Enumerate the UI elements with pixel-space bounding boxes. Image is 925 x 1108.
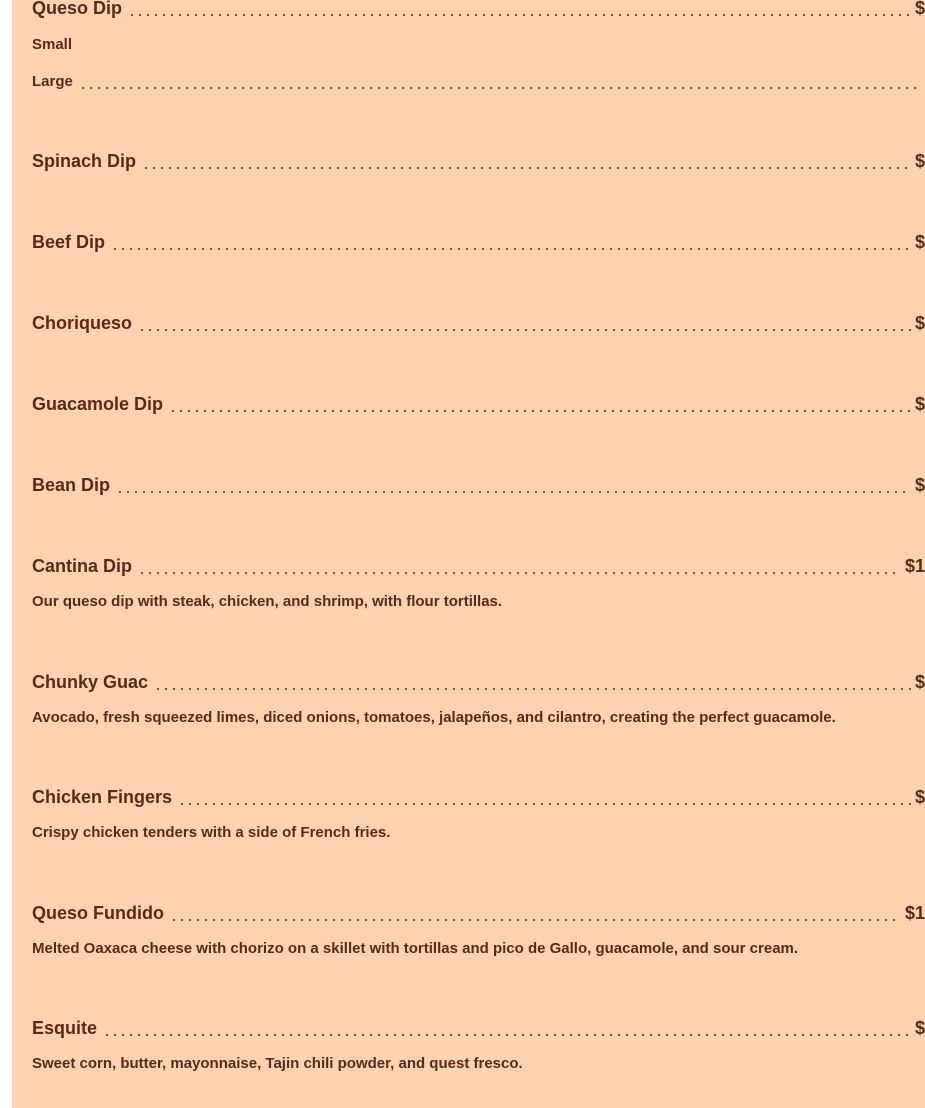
dot-leader <box>170 919 901 921</box>
item-price: $ <box>914 394 925 414</box>
dot-leader <box>79 87 921 89</box>
dot-leader <box>103 1034 911 1036</box>
item-price: $1 <box>904 556 925 576</box>
item-price: $ <box>914 1018 925 1038</box>
menu-item-chunky-guac <box>32 671 925 693</box>
item-description: Sweet corn, butter, mayonnaise, Tajin chili powder, and quest fresco. <box>32 1055 523 1072</box>
item-name: Beef Dip <box>32 232 106 252</box>
dot-leader <box>138 329 911 331</box>
item-price: $ <box>914 232 925 252</box>
item-name: Bean Dip <box>32 475 111 495</box>
menu-item-queso-fundido <box>32 902 925 924</box>
item-name: Spinach Dip <box>32 151 137 171</box>
item-name: Queso Dip <box>32 0 123 18</box>
dot-leader <box>111 248 911 250</box>
dot-leader <box>154 688 911 690</box>
item-name: Chunky Guac <box>32 672 149 692</box>
dot-leader <box>178 803 911 805</box>
item-price: $ <box>914 672 925 692</box>
item-description: Our queso dip with steak, chicken, and shrimp, with flour tortillas. <box>32 593 503 610</box>
size-option-small <box>32 35 925 55</box>
item-price: $1 <box>904 903 925 923</box>
dot-leader <box>169 410 911 412</box>
item-price: $ <box>914 313 925 333</box>
item-price: $ <box>914 475 925 495</box>
item-price: $ <box>914 0 925 18</box>
item-description: Avocado, fresh squeezed limes, diced onions, tomatoes, jalapeños, and cilantro, creating the perfect guacamole. <box>32 709 836 726</box>
size-option-large <box>32 72 925 92</box>
item-price: $ <box>914 151 925 171</box>
item-price: $ <box>914 787 925 807</box>
item-name: Choriqueso <box>32 313 133 333</box>
dot-leader <box>138 572 901 574</box>
item-description: Crispy chicken tenders with a side of French fries. <box>32 824 391 841</box>
item-name: Queso Fundido <box>32 903 164 923</box>
item-name: Esquite <box>32 1018 98 1038</box>
menu-item-guacamole-dip <box>32 393 925 415</box>
size-label: Small <box>32 36 73 53</box>
item-name: Chicken Fingers <box>32 787 173 807</box>
dot-leader <box>142 167 911 169</box>
menu-item-spinach-dip <box>32 150 925 172</box>
size-label: Large <box>32 73 73 90</box>
menu-item-chicken-fingers <box>32 786 925 808</box>
item-description: Melted Oaxaca cheese with chorizo on a skillet with tortillas and pico de Gallo, guacamole, and sour cream. <box>32 940 799 957</box>
menu-item-beef-dip <box>32 231 925 253</box>
menu-item-choriqueso <box>32 312 925 334</box>
dot-leader <box>116 491 911 493</box>
menu-item-cantina-dip <box>32 555 925 577</box>
menu-item-esquite <box>32 1017 925 1039</box>
menu-item-queso-dip <box>32 0 925 19</box>
dot-leader <box>128 14 911 16</box>
item-name: Guacamole Dip <box>32 394 164 414</box>
item-name: Cantina Dip <box>32 556 133 576</box>
menu-item-bean-dip <box>32 474 925 496</box>
